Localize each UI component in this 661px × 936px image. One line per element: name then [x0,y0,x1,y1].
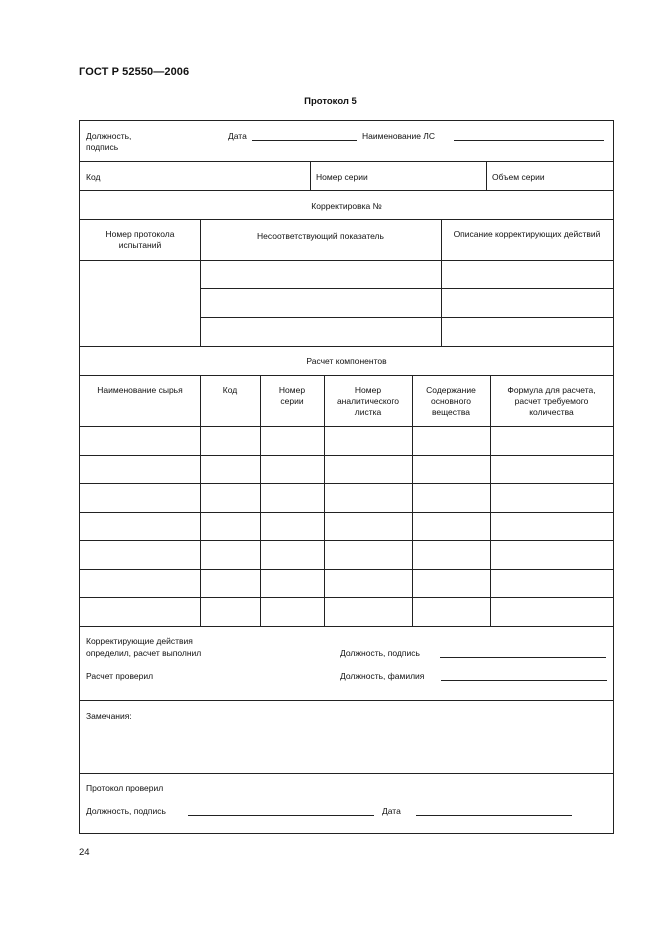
rule-calc-row [80,483,613,484]
rule-correction-col2 [441,219,442,346]
signature-label: подпись [86,142,119,152]
date-field[interactable] [252,131,357,144]
col-nonconforming-indicator: Несоответствующий показатель [257,231,384,241]
rule-row2-bottom [80,190,613,191]
date-label: Дата [228,131,247,141]
col-calculation-formula: Формула для расчета, расчет требуемого количества [507,385,596,417]
position-surname-field[interactable] [441,671,607,684]
protocol-title: Протокол 5 [304,96,357,107]
position-label: Должность, [86,131,132,141]
col-corrective-description: Описание корректирующих действий [453,229,601,239]
col-analytical-sheet-number: Номер аналитического листка [336,385,400,417]
rule-calc-row [80,512,613,513]
verified-date-field[interactable] [416,806,572,819]
calculation-title: Расчет компонентов [306,356,387,366]
rule-calc-header-bottom [80,426,613,427]
remarks-label: Замечания: [86,711,132,721]
page-number: 24 [79,847,90,858]
rule-row1-bottom [80,161,613,162]
calc-checked-label: Расчет проверил [86,671,154,681]
rule-calc-col4 [412,375,413,626]
verified-position-signature-field[interactable] [188,806,374,819]
rule-calc-row [80,569,613,570]
rule-calc-col2 [260,375,261,626]
col-code: Код [222,385,238,395]
position-surname-label: Должность, фамилия [340,671,425,681]
rule-correction-row1-bottom [200,288,613,289]
verified-date-label: Дата [382,806,401,816]
rule-correction-header-bottom [80,260,613,261]
code-label: Код [86,172,101,182]
col-raw-material-name: Наименование сырья [97,385,183,395]
drug-name-label: Наименование ЛС [362,131,436,141]
position-signature-label: Должность, подпись [340,648,420,658]
rule-calc-bottom [80,626,613,627]
series-number-label: Номер серии [316,172,368,182]
protocol-verified-title: Протокол проверил [86,783,164,793]
standard-number: ГОСТ Р 52550—2006 [79,66,190,78]
col-series-number: Номер серии [278,385,306,406]
rule-calc-col3 [324,375,325,626]
series-volume-label: Объем серии [492,172,545,182]
rule-row2-col1 [310,161,311,190]
rule-calc-title-bottom [80,375,613,376]
determined-by-line2: определил, расчет выполнил [86,648,202,658]
rule-signoff-bottom [80,700,613,701]
rule-correction-row2-bottom [200,317,613,318]
rule-calc-col5 [490,375,491,626]
col-protocol-number: Номер протокола испытаний [105,229,175,250]
determined-by-line1: Корректирующие действия [86,636,193,646]
rule-calc-row [80,540,613,541]
verified-position-signature-label: Должность, подпись [86,806,166,816]
rule-calc-row [80,597,613,598]
rule-row2-col2 [486,161,487,190]
correction-title: Корректировка № [311,201,382,211]
col-active-substance-content: Содержание основного вещества [426,385,476,417]
drug-name-field[interactable] [454,131,604,144]
rule-correction-bottom [80,346,613,347]
position-signature-field[interactable] [440,648,606,661]
rule-calc-col1 [200,375,201,626]
rule-remarks-bottom [80,773,613,774]
rule-calc-row [80,455,613,456]
protocol-form [79,120,614,834]
rule-correction-title-bottom [80,219,613,220]
